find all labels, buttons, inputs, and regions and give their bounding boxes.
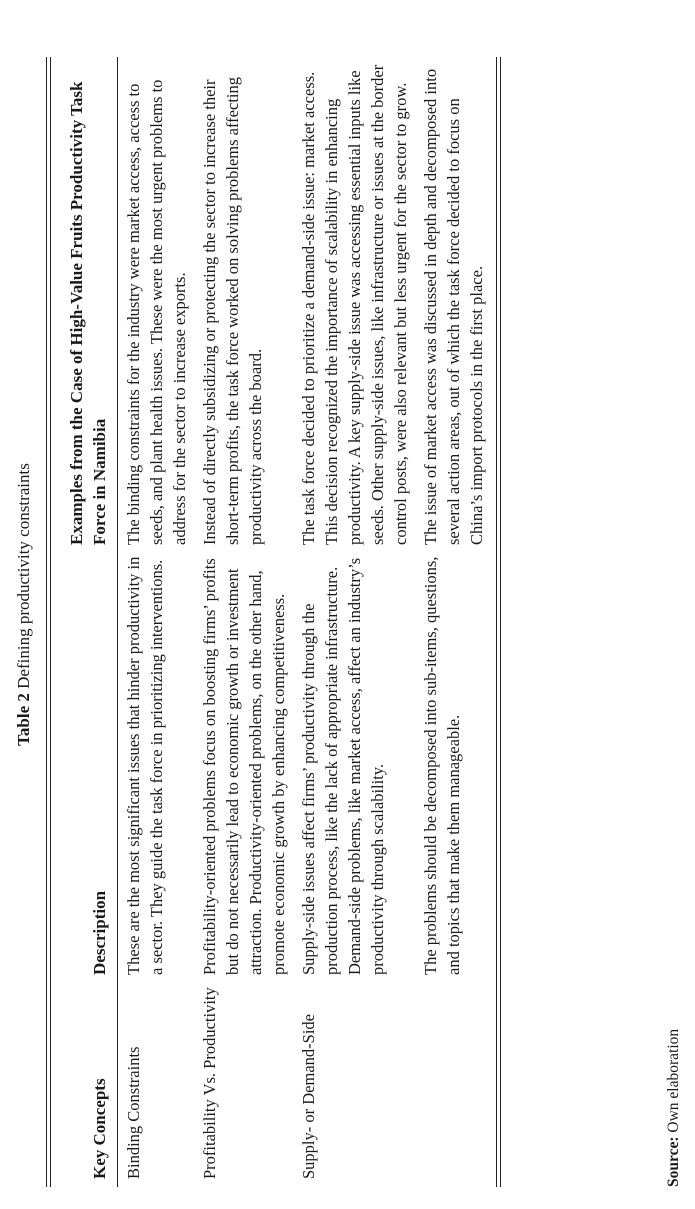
row-example: Instead of directly subsidizing or protecting the sector to increase their short-term profits, the task force worked on solving problems affecting productivity across the board. <box>200 77 265 545</box>
row-example: The task force decided to prioritize a demand-side issue: market access. This decision recognized the importance of scalability in enhancing productivity. A key supply-side issue was accessing essential inputs like seeds. Other supply-side issues, like infrastructure or issues at the border control posts, were also relevant but less urgent for the sector to grow. <box>299 64 410 545</box>
table-header <box>51 57 118 1187</box>
table-caption <box>14 0 34 1209</box>
table-title: Defining productivity constraints <box>14 463 33 689</box>
table-row <box>194 57 293 1187</box>
row-description: Supply-side issues affect firms’ productivity through the production process, like the lack of appropriate infrastructure. Demand-side problems, like market access, affect an industry’s productivity through scalability. <box>299 557 387 975</box>
row-key: Profitability Vs. Productivity <box>200 987 219 1179</box>
row-description: These are the most significant issues that hinder productivity in a sector. They guide the task force in prioritizing interventions. <box>124 556 166 975</box>
table-row <box>415 57 500 1187</box>
source-note <box>665 1029 683 1187</box>
row-description: The problems should be decomposed into sub-items, questions, and topics that make them manageable. <box>421 556 463 975</box>
row-example: The binding constraints for the industry were market access, access to seeds, and plant health issues. These were the most urgent problems to address for the sector to increase exports. <box>124 79 189 545</box>
header-description: Description <box>90 890 109 975</box>
source-text: Own elaboration <box>665 1028 682 1133</box>
row-example: The issue of market access was discussed in depth and decomposed into several action areas, out of which the task force decided to focus on China’s import protocols in the first place. <box>421 68 486 545</box>
row-key: Binding Constraints <box>124 1046 143 1179</box>
header-examples: Examples from the Case of High-Value Fruits Productivity Task Force in Namibia <box>67 81 109 545</box>
table-row <box>293 57 415 1187</box>
row-key <box>419 975 488 1187</box>
row-key: Supply- or Demand-Side <box>299 1014 318 1179</box>
constraints-table <box>46 57 501 1187</box>
table-row <box>118 57 194 1187</box>
table-label: Table 2 <box>14 693 33 746</box>
header-key-concepts: Key Concepts <box>90 1078 109 1179</box>
source-label: Source: <box>665 1136 682 1187</box>
row-description: Profitability-oriented problems focus on boosting firms’ profits but do not necessarily lead to economic growth or investment attraction. Productivity-oriented problems, on the other hand, promote economic growth by enhancing competitiveness. <box>200 558 288 975</box>
